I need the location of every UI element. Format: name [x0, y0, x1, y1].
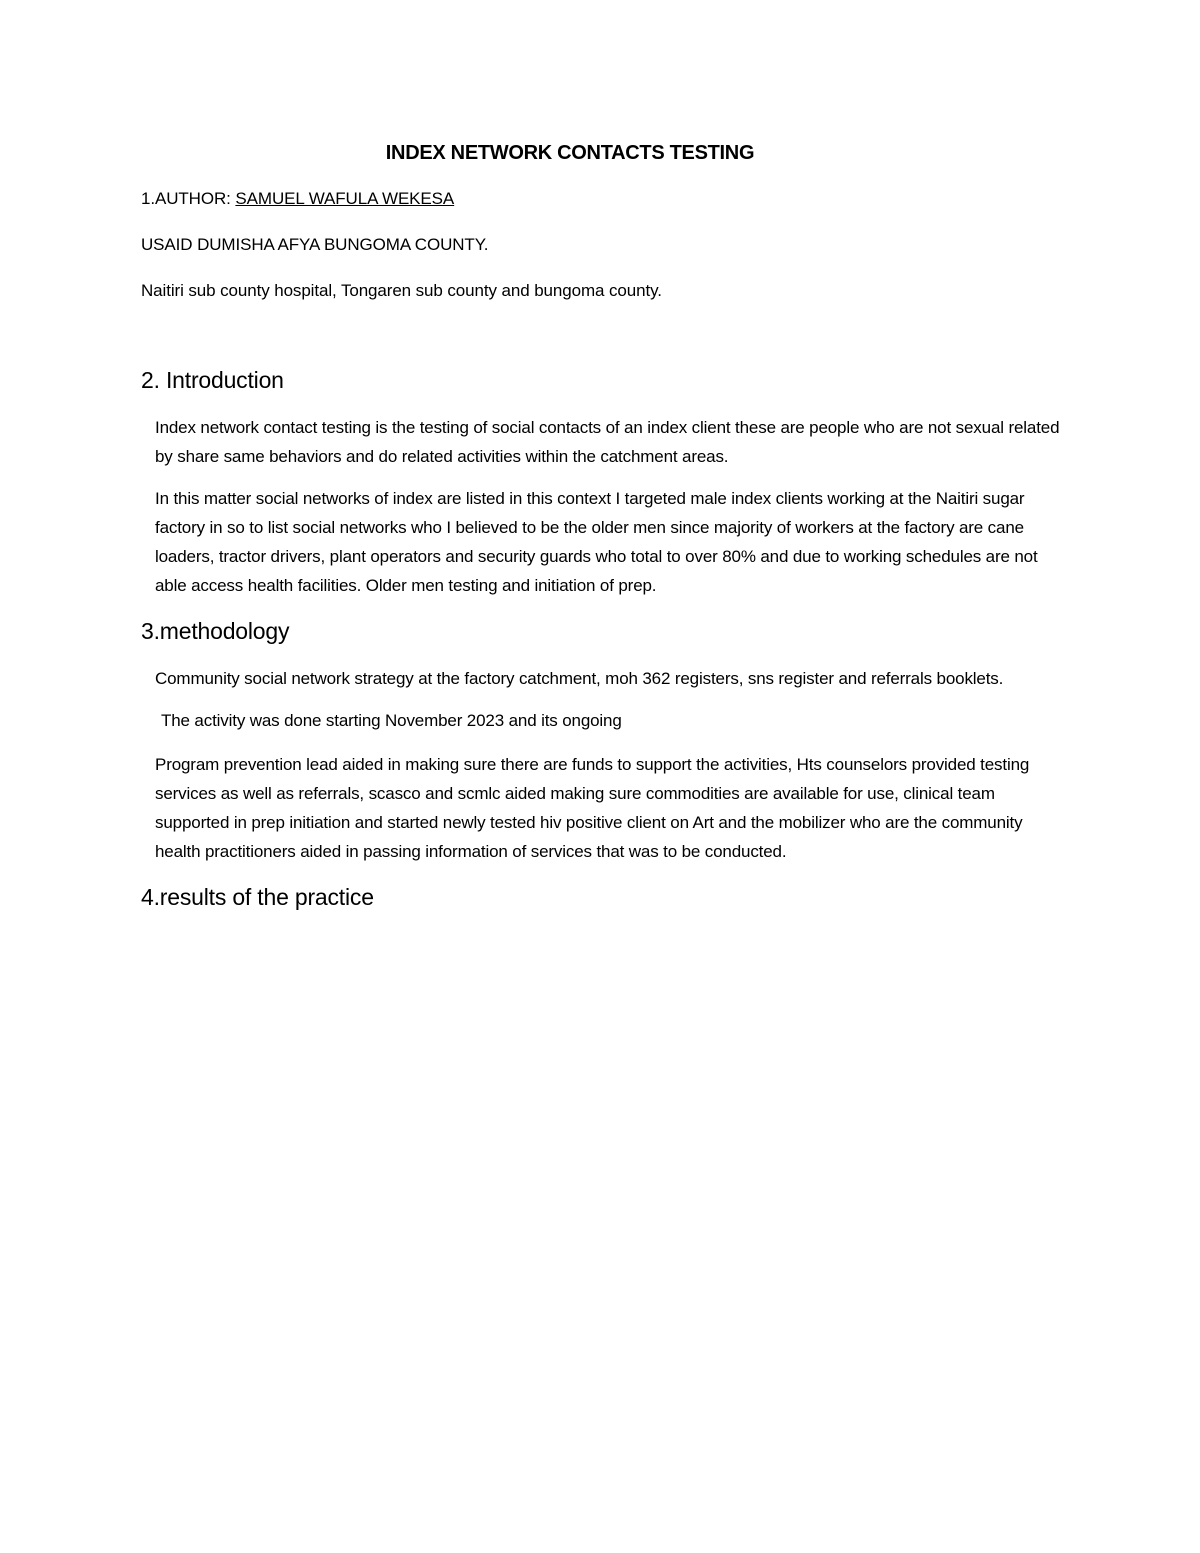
introduction-paragraph-1: Index network contact testing is the testing of social contacts of an index client these are people who are not sexual related by share same behaviors and do related activities within the catchment areas. [155, 418, 1060, 466]
author-line [141, 187, 1071, 211]
author-name: SAMUEL WAFULA WEKESA [235, 189, 455, 208]
results-heading: 4.results of the practice [141, 884, 374, 910]
document-title: INDEX NETWORK CONTACTS TESTING [385, 142, 755, 164]
document-body [141, 142, 1071, 930]
methodology-paragraph-3: Program prevention lead aided in making sure there are funds to support the activities, Hts counselors provided testing services as well as referrals, scasco and scmlc aided making sure commodities are available for use, clinical team supported in prep initiation and started newly tested hiv positive client on Art and the mobilizer who are the community health practitioners aided in passing information of services that was to be conducted. [155, 755, 1030, 861]
methodology-heading: 3.methodology [141, 618, 290, 644]
introduction-paragraph-2: In this matter social networks of index are listed in this context I targeted male index clients working at the Naitiri sugar factory in so to list social networks who I believed to be the older men since majority of workers at the factory are cane loaders, tractor drivers, plant operators and security guards who total to over 80% and due to working schedules are not able access health facilities. Older men testing and initiation of prep. [155, 489, 1038, 595]
location-line: Naitiri sub county hospital, Tongaren sub county and bungoma county. [141, 281, 662, 300]
author-label: 1.AUTHOR: [141, 189, 236, 208]
methodology-paragraph-2: The activity was done starting November 2023 and its ongoing [161, 711, 622, 730]
organization-line: USAID DUMISHA AFYA BUNGOMA COUNTY. [141, 235, 489, 254]
methodology-paragraph-1: Community social network strategy at the factory catchment, moh 362 registers, sns register and referrals booklets. [155, 669, 1004, 688]
introduction-heading: 2. Introduction [141, 367, 284, 393]
